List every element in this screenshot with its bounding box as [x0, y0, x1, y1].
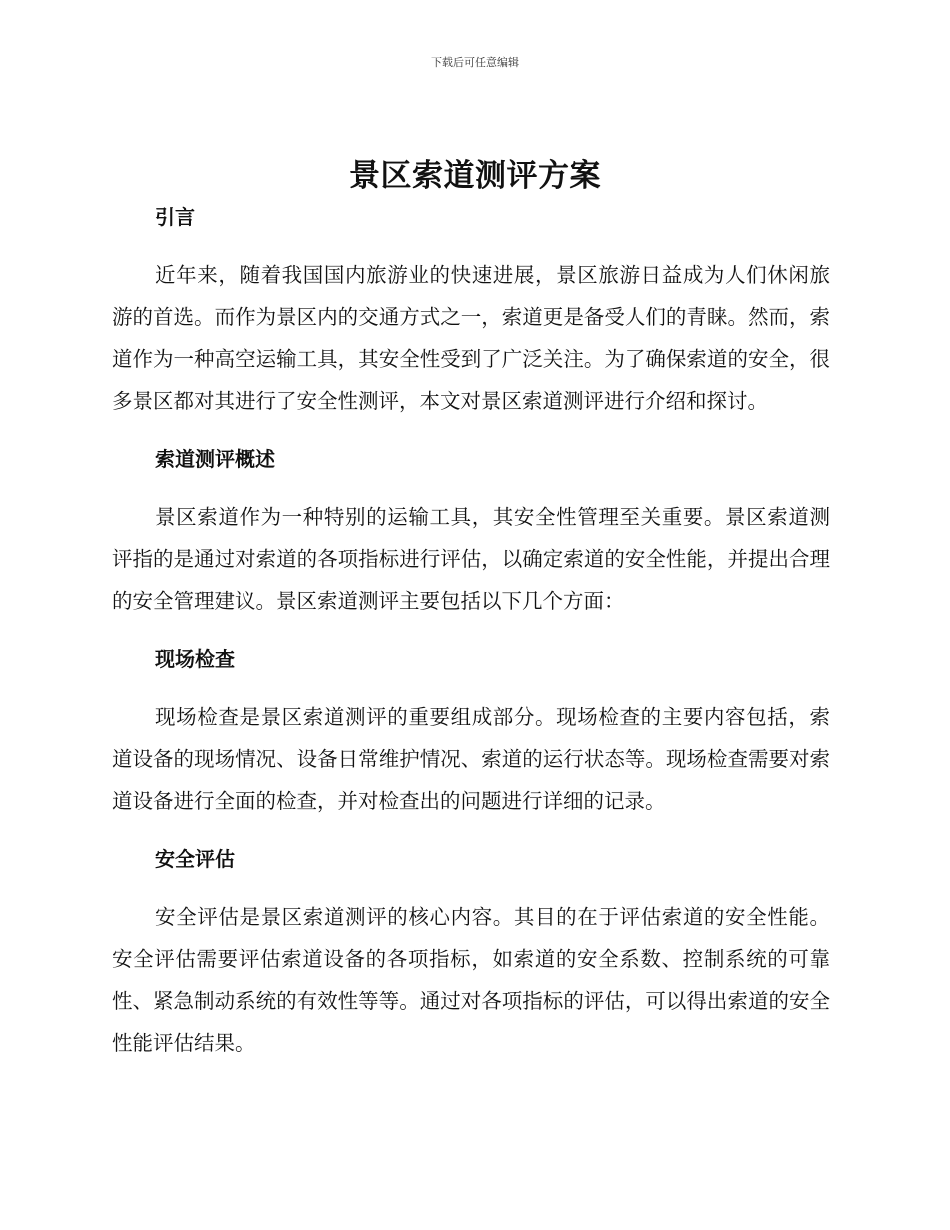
page-header-note: 下载后可任意编辑 — [431, 56, 519, 69]
document-title: 景区索道测评方案 — [349, 158, 601, 194]
section-heading: 安全评估 — [155, 847, 235, 871]
section-heading: 引言 — [155, 205, 195, 229]
section-heading: 现场检查 — [155, 647, 235, 671]
section-safety-assessment — [112, 844, 830, 1064]
section-overview — [112, 444, 830, 622]
section-paragraph: 现场检查是景区索道测评的重要组成部分。现场检查的主要内容包括，索道设备的现场情况、设备日常维护情况、索道的运行状态等。现场检查需要对索道设备进行全面的检查，并对检查出的问题进行详细的记录。 — [112, 705, 830, 813]
section-heading: 索道测评概述 — [155, 447, 275, 471]
section-introduction — [112, 202, 830, 422]
section-paragraph: 安全评估是景区索道测评的核心内容。其目的在于评估索道的安全性能。安全评估需要评估索道设备的各项指标，如索道的安全系数、控制系统的可靠性、紧急制动系统的有效性等等。通过对各项指标的评估，可以得出索道的安全性能评估结果。 — [112, 905, 830, 1055]
section-paragraph: 近年来，随着我国国内旅游业的快速进展，景区旅游日益成为人们休闲旅游的首选。而作为景区内的交通方式之一，索道更是备受人们的青睐。然而，索道作为一种高空运输工具，其安全性受到了广泛关注。为了确保索道的安全，很多景区都对其进行了安全性测评，本文对景区索道测评进行介绍和探讨。 — [112, 263, 830, 413]
section-paragraph: 景区索道作为一种特别的运输工具，其安全性管理至关重要。景区索道测评指的是通过对索道的各项指标进行评估，以确定索道的安全性能，并提出合理的安全管理建议。景区索道测评主要包括以下几个方面： — [112, 505, 830, 613]
section-site-inspection — [112, 644, 830, 822]
document-body — [112, 202, 830, 1086]
